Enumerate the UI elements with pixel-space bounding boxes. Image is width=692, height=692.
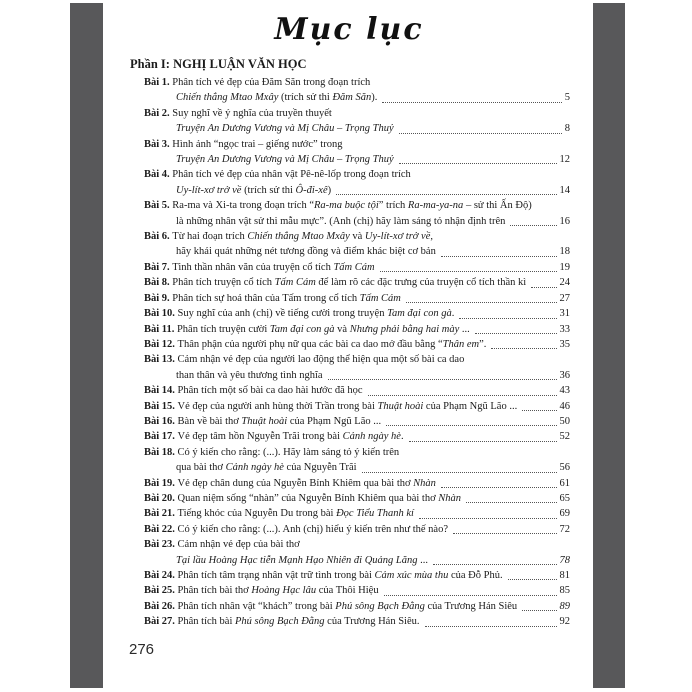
toc-entry-text: Bài 9. Phân tích sự hoá thân của Tấm trong cổ tích Tấm Cám xyxy=(144,292,401,304)
toc-entry-label: Bài 1. xyxy=(144,77,173,88)
toc-entry-text: Bài 26. Phân tích nhân vật “khách” trong bài Phú sông Bạch Đằng của Trương Hán Siêu xyxy=(144,600,518,612)
toc-entry-line xyxy=(128,568,570,583)
toc-entry-line xyxy=(128,337,570,352)
page-right-background-strip xyxy=(593,3,625,688)
toc-entry-text: Uy-lít-xơ trở về (trích sử thi Ô-đi-xê) xyxy=(176,184,332,196)
dotted-leader xyxy=(531,287,556,288)
toc-entry-text: Bài 18. Có ý kiến cho rằng: (...). Hãy làm sáng tỏ ý kiến trên xyxy=(144,446,400,458)
toc-entry-text: Bài 1. Phân tích vẻ đẹp của Đăm Săn trong đoạn trích xyxy=(144,77,371,88)
toc-entry-text: Bài 3. Hình ảnh “ngọc trai – giếng nước” trong xyxy=(144,138,343,150)
toc-entry-label: Bài 18. xyxy=(144,446,178,458)
toc-page-number: 89 xyxy=(559,600,570,612)
toc-entry-text: Bài 13. Cảm nhận vẻ đẹp của người lao động thể hiện qua một số bài ca dao xyxy=(144,354,465,366)
toc-entry-line xyxy=(128,291,570,306)
toc-entry-label: Bài 25. xyxy=(144,585,178,597)
toc-entry-line xyxy=(128,90,570,105)
toc-list xyxy=(128,75,570,630)
toc-entry-text: Truyện An Dương Vương và Mị Châu – Trọng Thuỷ xyxy=(176,123,394,135)
toc-entry-label: Bài 19. xyxy=(144,477,178,489)
toc-entry-text: Bài 20. Quan niệm sống “nhàn” của Nguyễn Bỉnh Khiêm qua bài thơ Nhàn xyxy=(144,492,462,504)
toc-entry-line xyxy=(128,445,570,460)
dotted-leader xyxy=(399,163,557,164)
dotted-leader xyxy=(433,564,557,565)
toc-entry-label: Bài 10. xyxy=(144,308,178,320)
dotted-leader xyxy=(441,256,557,257)
dotted-leader xyxy=(522,610,556,611)
toc-entry-line xyxy=(128,352,570,367)
toc-page xyxy=(128,10,570,630)
toc-entry-label: Bài 26. xyxy=(144,600,178,612)
toc-entry-line xyxy=(128,399,570,414)
toc-entry-line xyxy=(128,106,570,121)
toc-entry-text: Bài 22. Có ý kiến cho rằng: (...). Anh (chị) hiểu ý kiến trên như thế nào? xyxy=(144,523,448,535)
dotted-leader xyxy=(425,626,557,627)
toc-entry-label: Bài 15. xyxy=(144,400,178,412)
toc-entry-line xyxy=(128,506,570,521)
dotted-leader xyxy=(466,502,556,503)
toc-entry-text: qua bài thơ Cảnh ngày hè của Nguyễn Trãi xyxy=(176,462,357,474)
toc-page-number: 81 xyxy=(559,570,570,581)
toc-page-number: 18 xyxy=(559,246,570,258)
toc-entry-text: Bài 12. Thân phận của người phụ nữ qua các bài ca dao mở đầu bằng “Thân em”. xyxy=(144,338,487,350)
toc-entry-line xyxy=(128,198,570,213)
toc-entry-line xyxy=(128,460,570,475)
toc-entry-text: Bài 14. Phân tích một số bài ca dao hài hước đã học xyxy=(144,385,363,397)
footer-page-number: 276 xyxy=(129,641,155,658)
dotted-leader xyxy=(491,348,556,349)
toc-entry-line xyxy=(128,260,570,275)
toc-entry-text: Bài 24. Phân tích tâm trạng nhân vật trữ tình trong bài Cảm xúc mùa thu của Đỗ Phủ. xyxy=(144,570,503,581)
toc-entry-label: Bài 14. xyxy=(144,385,178,397)
dotted-leader xyxy=(441,487,557,488)
toc-page-number: 52 xyxy=(559,431,570,443)
toc-entry-text: Bài 11. Phân tích truyện cười Tam đại con gà và Nhưng phải bằng hai mày ... xyxy=(144,323,470,335)
dotted-leader xyxy=(419,518,557,519)
toc-page-number: 12 xyxy=(559,154,570,166)
toc-entry-label: Bài 11. xyxy=(144,323,177,335)
dotted-leader xyxy=(409,441,557,442)
dotted-leader xyxy=(368,395,557,396)
toc-entry-line xyxy=(128,322,570,337)
toc-entry-text: Bài 5. Ra-ma và Xi-ta trong đoạn trích “Ra-ma buộc tội” trích Ra-ma-ya-na – sử thi Ấn Độ) xyxy=(144,200,532,212)
dotted-leader xyxy=(508,579,557,580)
toc-entry-line xyxy=(128,368,570,383)
toc-page-number: 69 xyxy=(559,508,570,520)
toc-entry-label: Bài 12. xyxy=(144,338,178,350)
toc-entry-text: Bài 23. Cảm nhận vẻ đẹp của bài thơ xyxy=(144,539,300,551)
toc-page-number: 46 xyxy=(559,400,570,412)
dotted-leader xyxy=(453,533,557,534)
toc-entry-line xyxy=(128,414,570,429)
toc-entry-line xyxy=(128,121,570,136)
toc-page-number: 16 xyxy=(559,215,570,227)
toc-entry-line xyxy=(128,75,570,90)
toc-entry-text: Bài 2. Suy nghĩ về ý nghĩa của truyền thuyết xyxy=(144,107,332,119)
toc-page-number: 72 xyxy=(559,523,570,535)
toc-entry-text: Bài 27. Phân tích bài Phú sông Bạch Đằng của Trương Hán Siêu. xyxy=(144,616,420,628)
toc-entry-text: Bài 19. Vẻ đẹp chân dung của Nguyễn Bỉnh Khiêm qua bài thơ Nhàn xyxy=(144,477,436,489)
toc-entry-label: Bài 17. xyxy=(144,431,178,443)
toc-entry-text: Bài 16. Bàn về bài thơ Thuật hoài của Phạm Ngũ Lão ... xyxy=(144,415,382,427)
toc-entry-label: Bài 23. xyxy=(144,539,178,551)
toc-entry-line xyxy=(128,183,570,198)
toc-page-number: 61 xyxy=(559,477,570,489)
dotted-leader xyxy=(328,379,557,380)
toc-entry-label: Bài 6. xyxy=(144,231,173,243)
toc-entry-line xyxy=(128,614,570,629)
toc-entry-line xyxy=(128,599,570,614)
toc-entry-label: Bài 2. xyxy=(144,107,173,119)
toc-entry-text: Tại lầu Hoàng Hạc tiễn Mạnh Hạo Nhiên đi Quảng Lăng ... xyxy=(176,554,428,566)
toc-entry-line xyxy=(128,553,570,568)
toc-page-number: 24 xyxy=(559,277,570,289)
toc-entry-label: Bài 4. xyxy=(144,169,173,181)
toc-page-number: 56 xyxy=(559,462,570,474)
toc-page-number: 14 xyxy=(559,184,570,196)
dotted-leader xyxy=(336,194,556,195)
toc-entry-text: Bài 8. Phân tích truyện cổ tích Tấm Cám để làm rõ các đặc trưng của truyện cổ tích thần kì xyxy=(144,277,527,289)
dotted-leader xyxy=(384,595,557,596)
toc-entry-line xyxy=(128,383,570,398)
toc-entry-line xyxy=(128,306,570,321)
dotted-leader xyxy=(459,318,556,319)
page-left-background-strip xyxy=(70,3,103,688)
toc-entry-line xyxy=(128,583,570,598)
toc-entry-text: Chiến thắng Mtao Mxây (trích sử thi Đăm Săn). xyxy=(176,92,378,104)
toc-entry-line xyxy=(128,214,570,229)
toc-entry-label: Bài 24. xyxy=(144,570,178,581)
toc-page-number: 19 xyxy=(559,261,570,273)
dotted-leader xyxy=(510,225,556,226)
dotted-leader xyxy=(362,472,557,473)
toc-entry-label: Bài 8. xyxy=(144,277,173,289)
toc-entry-label: Bài 9. xyxy=(144,292,173,304)
toc-page-number: 65 xyxy=(559,492,570,504)
dotted-leader xyxy=(386,425,556,426)
toc-page-number: 43 xyxy=(559,385,570,397)
dotted-leader xyxy=(406,302,557,303)
dotted-leader xyxy=(399,133,562,134)
toc-entry-label: Bài 22. xyxy=(144,523,178,535)
toc-page-number: 31 xyxy=(559,308,570,320)
toc-entry-line xyxy=(128,229,570,244)
toc-entry-text: Bài 21. Tiếng khóc của Nguyễn Du trong bài Đọc Tiểu Thanh kí xyxy=(144,508,414,520)
toc-entry-label: Bài 13. xyxy=(144,354,178,366)
toc-entry-label: Bài 20. xyxy=(144,492,178,504)
toc-entry-line xyxy=(128,491,570,506)
toc-page-number: 35 xyxy=(559,338,570,350)
toc-entry-line xyxy=(128,275,570,290)
section-heading: Phần I: NGHỊ LUẬN VĂN HỌC xyxy=(130,57,307,71)
toc-entry-line xyxy=(128,152,570,167)
toc-entry-line xyxy=(128,476,570,491)
toc-entry-text: Bài 25. Phân tích bài thơ Hoàng Hạc lâu của Thôi Hiệu xyxy=(144,585,379,597)
toc-page-number: 8 xyxy=(564,123,570,135)
toc-entry-text: hãy khái quát những nét tương đồng và điểm khác biệt cơ bản xyxy=(176,246,436,258)
toc-page-number: 5 xyxy=(564,92,570,104)
toc-entry-label: Bài 16. xyxy=(144,415,178,427)
toc-entry-text: Bài 15. Vẻ đẹp của người anh hùng thời Trần trong bài Thuật hoài của Phạm Ngũ Lão ... xyxy=(144,400,518,412)
dotted-leader xyxy=(382,102,561,103)
toc-entry-label: Bài 21. xyxy=(144,508,178,520)
dotted-leader xyxy=(522,410,556,411)
toc-entry-line xyxy=(128,167,570,182)
toc-entry-text: là những nhân vật sử thi mẫu mực”. (Anh (chị) hãy làm sáng tỏ nhận định trên xyxy=(176,215,506,227)
toc-entry-text: Truyện An Dương Vương và Mị Châu – Trọng Thuỷ xyxy=(176,154,394,166)
toc-entry-text: than thân và yêu thương tình nghĩa xyxy=(176,369,323,381)
toc-entry-text: Bài 4. Phân tích vẻ đẹp của nhân vật Pê-nê-lốp trong đoạn trích xyxy=(144,169,411,181)
toc-entry-text: Bài 10. Suy nghĩ của anh (chị) về tiếng cười trong truyện Tam đại con gà. xyxy=(144,308,455,320)
toc-entry-label: Bài 3. xyxy=(144,138,173,150)
toc-entry-line xyxy=(128,537,570,552)
toc-entry-line xyxy=(128,522,570,537)
toc-entry-text: Bài 17. Vẻ đẹp tâm hồn Nguyễn Trãi trong bài Cảnh ngày hè. xyxy=(144,431,404,443)
toc-entry-line xyxy=(128,244,570,259)
toc-entry-label: Bài 7. xyxy=(144,261,173,273)
toc-entry-text: Bài 6. Từ hai đoạn trích Chiến thắng Mtao Mxây và Uy-lít-xơ trở về, xyxy=(144,231,433,243)
toc-page-number: 92 xyxy=(559,616,570,628)
toc-page-number: 85 xyxy=(559,585,570,597)
toc-page-number: 36 xyxy=(559,369,570,381)
dotted-leader xyxy=(380,271,557,272)
toc-entry-line xyxy=(128,137,570,152)
toc-entry-line xyxy=(128,429,570,444)
page-title: Mục lục xyxy=(274,12,424,47)
toc-entry-label: Bài 5. xyxy=(144,200,173,212)
toc-page-number: 27 xyxy=(559,292,570,304)
toc-entry-text: Bài 7. Tinh thần nhân văn của truyện cổ tích Tấm Cám xyxy=(144,261,375,273)
toc-page-number: 33 xyxy=(559,323,570,335)
toc-entry-label: Bài 27. xyxy=(144,616,178,628)
dotted-leader xyxy=(475,333,557,334)
toc-page-number: 50 xyxy=(559,415,570,427)
toc-page-number: 78 xyxy=(559,554,570,566)
